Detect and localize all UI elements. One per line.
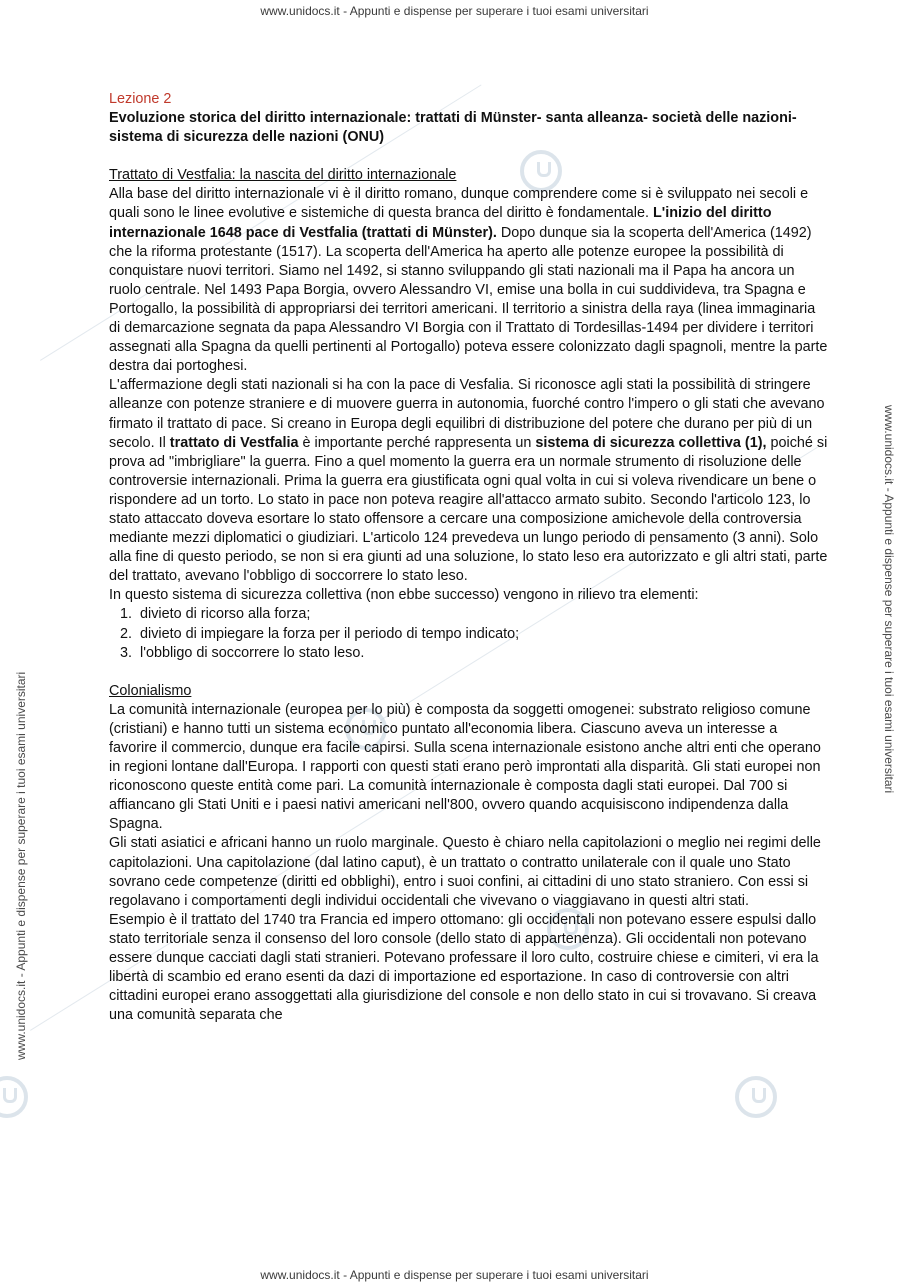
paragraph: Gli stati asiatici e africani hanno un ruolo marginale. Questo è chiaro nella capitolazioni o meglio nei regimi delle capitolazioni. Una capitolazione (dal latino caput), è un trattato o contratto unilaterale con il quale uno Stato sovrano cede competenze (diritti ed obblighi), entro i suoi confini, ai cittadini di uno stato straniero. Con essi si regolavano i comportamenti degli individui occidentali che vivevano o viaggiavano in questi altri stati.	[109, 835, 821, 909]
section-heading-vestfalia	[109, 166, 829, 185]
paragraph-text: L'affermazione degli stati nazionali si ha con la pace di Vesfalia. Si riconosce agli stati la possibilità di stringere alleanze con potenze straniere e di muovere guerra in autonomia, fuorché contro l'impero o gli stati che avevano firmato il trattato di pace. Si creano in Europa degli equilibri di distribuzione del potere che durano per più di un secolo. Il	[109, 377, 825, 451]
paragraph	[109, 376, 829, 586]
paragraph-bold-text: trattato di Vestfalia	[169, 434, 299, 451]
page-title: Evoluzione storica del diritto internazionale: trattati di Münster- santa alleanza- società delle nazioni- sistema di sicurezza delle nazioni (ONU)	[109, 110, 797, 146]
top-watermark-banner: www.unidocs.it - Appunti e dispense per superare i tuoi esami universitari	[260, 4, 649, 18]
unidocs-logo-icon	[735, 1076, 777, 1118]
list-item: 3. l'obbligo di soccorrere lo stato leso.	[136, 644, 829, 663]
paragraph: La comunità internazionale (europea per lo più) è composta da soggetti omogenei: substrato religioso comune (cristiani) e hanno tutti un sistema economico puntato all'economia libera. Ciascuno aveva un interesse a favorire il commercio, dunque era facile capirsi. Sulla scena internazionale esistono anche altri enti che operano in regioni lontane dall'Europa. I rapporti con questi stati erano però improntati alla disparità. Gli stati europei non riconoscono queste entità come pari. La comunità internazionale è composta dagli stati europei. Dal 700 si affiancano gli Stati Uniti e i paesi nativi americani nell'800, ovvero quando acquisiscono indipendenza dalla Spagna.	[109, 701, 821, 833]
unidocs-logo-icon	[0, 1076, 28, 1118]
left-watermark-banner: www.unidocs.it - Appunti e dispense per superare i tuoi esami universitari	[14, 671, 28, 1060]
document-body	[109, 90, 829, 1025]
section-heading-text: Trattato di Vestfalia: la nascita del diritto internazionale	[109, 167, 457, 184]
bottom-watermark-banner: www.unidocs.it - Appunti e dispense per superare i tuoi esami universitari	[260, 1268, 649, 1282]
list-item: 1. divieto di ricorso alla forza;	[136, 605, 829, 624]
paragraph-text: Dopo dunque sia la scoperta dell'America (1492) che la riforma protestante (1517). La scoperta dell'America ha aperto alle potenze europee la possibilità di conquistare nuovi territori. Siamo nel 1492, si stanno sviluppando gli stati nazionali ma il Papa ha ancora un ruolo centrale. Nel 1493 Papa Borgia, ovvero Alessandro VI, emise una bolla in cui suddivideva, tra Spagna e Portogallo, la possibilità di appropriarsi dei territori americani. Il territorio a sinistra della raya (linea immaginaria di demarcazione segnata da papa Alessandro VI Borgia con il Trattato di Tordesillas-1494 per dividere i territori assegnati alla Spagna da quelli pertinenti al Portogallo) poteva essere colonizzato dagli spagnoli, mentre la parte destra dai portoghesi.	[109, 224, 828, 375]
paragraph-text: è importante perché rappresenta un	[298, 434, 536, 451]
paragraph-text: Alla base del diritto internazionale vi è il diritto romano, dunque comprendere come si è sviluppato nei secoli e quali sono le linee evolutive e sistemiche di questa branca del diritto è fondamentale.	[109, 186, 809, 222]
paragraph-bold-text: L'inizio del diritto internazionale 1648 pace di Vestfalia (trattati di Münster).	[109, 205, 772, 241]
paragraph: Esempio è il trattato del 1740 tra Francia ed impero ottomano: gli occidentali non potevano essere espulsi dallo stato territoriale senza il consenso del loro console (dello stato di appartenenza). Gli occidentali non potevano essere dunque cacciati dagli stati stranieri. Potevano professare il loro culto, costruire chiese e cimiteri, vi era la libertà di scambio ed erano esenti da dazi di importazione ed esportazione. In caso di controversie con altri cittadini europei erano assoggettati alla giurisdizione del console e non dello stato in cui si trovavano. Si creava una comunità separata che	[109, 911, 819, 1024]
elements-list	[109, 605, 829, 662]
paragraph-bold-text: sistema di sicurezza collettiva (1),	[535, 434, 767, 451]
spacer	[109, 663, 829, 682]
list-item: 2. divieto di impiegare la forza per il periodo di tempo indicato;	[136, 625, 829, 644]
right-watermark-banner: www.unidocs.it - Appunti e dispense per superare i tuoi esami universitari	[882, 405, 896, 794]
section-heading-text: Colonialismo	[109, 682, 192, 699]
paragraph: In questo sistema di sicurezza collettiva (non ebbe successo) vengono in rilievo tra elementi:	[109, 587, 699, 604]
paragraph-text: poiché si prova ad "imbrigliare" la guerra. Fino a quel momento la guerra era un normale strumento di risoluzione delle controversie internazionali. Prima la guerra era giustificata ogni qual volta in cui si voleva rivendicare un bene o rispondere ad un torto. Lo stato in pace non poteva reagire all'attacco armato subito. Secondo l'articolo 123, lo stato attaccato doveva esortare lo stato offensore a cercare una composizione amichevole della controversia mediante mezzi diplomatici o giudiziari. L'articolo 124 prevedeva un lungo periodo di pensamento (3 anni). Solo alla fine di questo periodo, se non si era giunti ad una soluzione, lo stato leso era autorizzato e gli altri stati, parte del trattato, avevano l'obbligo di soccorrere lo stato leso.	[109, 434, 828, 585]
section-heading-colonialismo	[109, 682, 829, 701]
lesson-label: Lezione 2	[109, 91, 172, 107]
paragraph	[109, 185, 829, 376]
